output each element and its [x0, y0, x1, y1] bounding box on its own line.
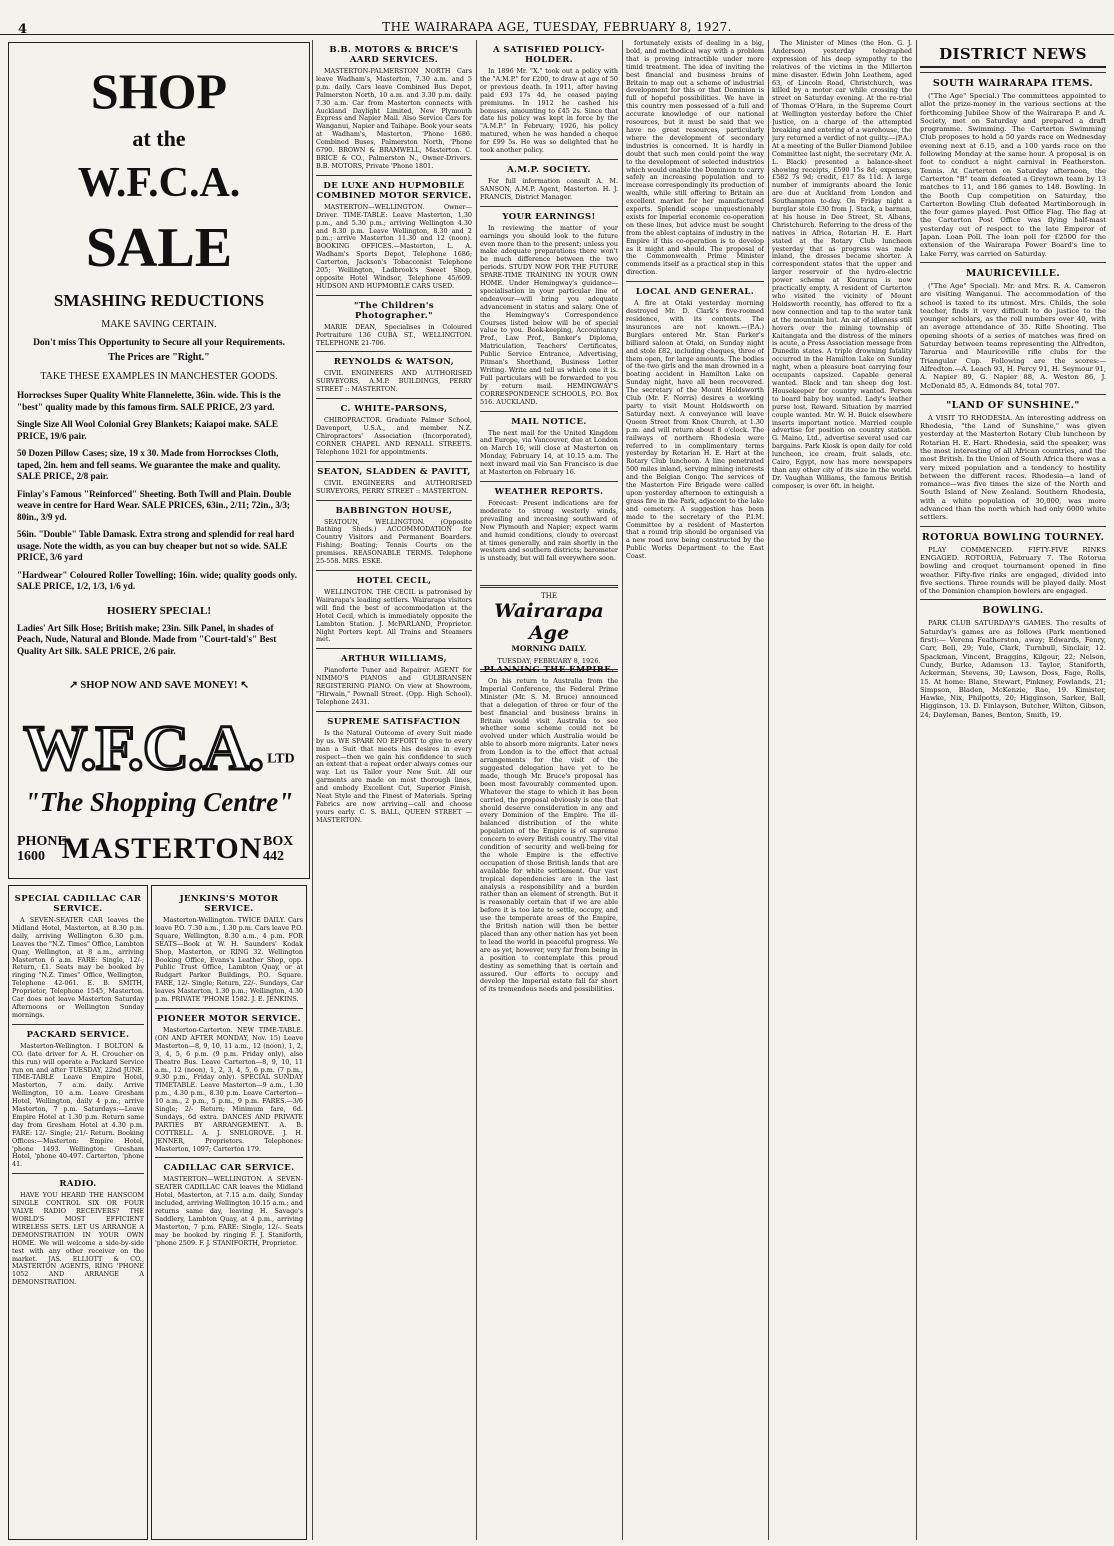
section-divider [316, 648, 472, 649]
article-heading: A SATISFIED POLICY-HOLDER. [493, 45, 605, 65]
section-divider [316, 461, 472, 462]
shopping-centre: "The Shopping Centre" [24, 787, 294, 817]
column-general-news [772, 40, 912, 1540]
article-heading: CADILLAC CAR SERVICE. [163, 1163, 295, 1174]
article-body: Masterton-Wellington. I BOLTON & CO. (late driver for A. H. Croucher on this run) will operate a Packard Service run on and after TUESDAY, 22nd JUNE. TIME-TABLE Leave Empire Hotel, Masterton, 7 a.m. daily. Arrive Wellington, 10 a.m. Leave Gresham Hotel, Wellington, daily 4 p.m.; arrive Masterton, 7 p.m. Saturdays:—Leave Empire Hotel at 1.30 p.m. Return same day from Gresham Hotel at 4.30 p.m. FARE: 12/- Single; 21/- Return. Booking Offices:—Masterton: Empire Hotel, 'phone 1493. Wellington: Gresham Hotel, 'phone 40-497. Carterton, 'phone 41. [12, 1041, 144, 1169]
section-divider [316, 175, 472, 176]
article-heading: HOTEL CECIL, [356, 575, 432, 586]
article-body: ("The Age" Special.) The committees appointed to allot the prize-money in the various sections at the forthcoming Jubilee Show of the Wairarapa P. and A. Society, met on Saturday and prepared a draft programme. Swimming. The Carterton Swimming Club proposes to hold a 50 yards race on Wednesday evening next at 6.15, and a 100 yards race on the following Monday at the same hour. A proposal is on foot to conduct a night carnival in Featherston. Tennis. At Carterton on Saturday afternoon, the Carterton "B" team defeated a Greytown team by 13 matches to 11, and 186 games to 148. Bowling. In the Booth Cup competition on Saturday, the Carterton Bowling Club defeated Martinborough in the four games played. Post Office Flag. The flag at the Carterton Post Office was flying half-mast yesterday out of respect to the late Emperor of Japan. Loan Poll. The loan poll for £2500 for the extension of the Wairarapa Power Board's line to Lake Ferry, was carried on Saturday. [920, 92, 1106, 258]
shop-now-label: SHOP NOW AND SAVE MONEY! [80, 680, 238, 691]
article-heading: SEATON, SLADDEN & PAVITT, [317, 466, 471, 477]
column-local-news [626, 40, 764, 1540]
article-heading: BABBINGTON HOUSE, [335, 505, 453, 516]
column-directory [316, 40, 472, 1540]
flag-the: THE [541, 592, 557, 600]
article-heading: SPECIAL CADILLAC CAR SERVICE. [14, 894, 142, 914]
column-editorial [480, 660, 618, 1545]
article-body: A SEVEN-SEATER CAR leaves the Midland Hotel, Masterton, at 8.30 p.m. daily, arriving Wellington 6.30 p.m. Leaves the "N.Z. Times" Office, Lambton Quay, Wellington, at 8 a.m., arriving Masterton 6 a.m. FARE: Single, 12/-; Return, £1. Seats may be booked by ringing "N.Z. Times" Office, Wellington, Telephone 42-061. E. B. SMITH, Proprietor, Telephone 1545, Masterton. Car does not leave Masterton Saturday Afternoons or Wellington Sunday mornings. [12, 916, 144, 1019]
article-heading: JENKINS'S MOTOR SERVICE. [179, 894, 279, 914]
section-divider [920, 599, 1106, 600]
article-body: ("The Age" Special). Mr. and Mrs. R. A. Cameron are visiting Wanganui. The accommodation of the school is taxed to its utmost. Mrs. Childs, the sole teacher, finds it very difficult to do justice to the younger scholars, as the roll numbers over 40, with an average attendance of 35. Rifle Shooting. The opening shoots of a series of matches was fired on Saturday between teams representing the Alfredton, Tararua and Mauriceville rifle clubs for the Triangular Cup. Following are the scores:— Alfredton.—A. Leach 93, H. Percy 91, H. Seymour 91, A. Napier 89, G. Napier 88, A. Weston 86, J. McDonald 85, A. Edmonds 84, total 707. [920, 281, 1106, 390]
article-heading: ROTORUA BOWLING TOURNEY. [921, 531, 1105, 543]
column-notices [480, 40, 618, 580]
article-heading: MAURICEVILLE. [965, 267, 1061, 279]
section-divider [316, 500, 472, 501]
prices-right: The Prices are "Right." [108, 352, 210, 363]
article-body: MASTERTON—WELLINGTON. Owner—Driver. TIME-TABLE: Leave Masterton, 1.30 p.m., and 5.30 p.m.; arriving Wellington 4.30 and 8.30 p.m. Leave Wellington, 8.30 and 2 p.m.; arrive Masterton 11.30 and 12 (noon). BOOKING OFFICES.—Masterton, L. A. Wadham's Sports Depot, Telephone 1686; Carterton, Jackson's Tobacconist Telephone 205; Wellington, Ladbrook's Sweet Shop, opposite Hotel Windsor, Telephone 45/609. HUDSON AND HUPMOBILE CARS USED. [316, 202, 472, 290]
article-heading: "LAND OF SUNSHINE." [946, 399, 1080, 411]
article-heading: REYNOLDS & WATSON, [333, 357, 455, 368]
article-body: HAVE YOU HEARD THE HANSCOM SINGLE CONTROL SIX OR FOUR VALVE RADIO RECEIVERS? THE WORLD'S MOST EFFICIENT WIRELESS SETS. LET US ARRANGE A DEMONSTRATION IN YOUR OWN HOME. We will welcome a side-by-side test with any other receiver on the market. JAS. ELLIOTT & CO., MASTERTON AGENTS, RING 'PHONE 1052 AND ARRANGE A DEMONSTRATION. [12, 1191, 144, 1287]
article-body: SEATOUN, WELLINGTON. (Opposite Bathing Sheds.) ACCOMMODATION for Country Visitors and Permanent Boarders. Fishing; Boating; Tennis Courts on the premises. REASONABLE TERMS. Telephone 25-558. MRS. ESKE. [316, 517, 472, 566]
section-divider [316, 398, 472, 399]
article-heading: RADIO. [59, 1179, 97, 1190]
article-body: In 1896 Mr. "X." took out a policy with the "A.M.P." for £200, to draw at age of 50 or previous death. In 1911, after having paid £93 17s 4d, he ceased paying premiums. In 1912 he cashed his bonuses, amounting to £45 2s. Since that date his policy was kept in force by the "A.M.P." In February, 1926, his policy matured, when he was handed a cheque for £99 5s. He was so delighted that he took another policy. [480, 67, 618, 155]
arrow-icon: ↖ [237, 680, 249, 691]
column-rule [768, 40, 769, 1540]
article-heading: PIONEER MOTOR SERVICE. [156, 1013, 302, 1024]
page-number: 4 [18, 22, 28, 37]
section-divider [920, 526, 1106, 527]
section-divider [626, 281, 764, 282]
article-heading: DE LUXE AND HUPMOBILE COMBINED MOTOR SERVICE. [316, 180, 472, 201]
wfca-name: W.F.C.A. [77, 160, 241, 206]
section-divider [480, 159, 618, 160]
flag-subtitle: MORNING DAILY. [511, 644, 587, 653]
at-the: at the [132, 126, 186, 151]
article-heading: DISTRICT NEWS [920, 45, 1106, 68]
article-body: CIVIL ENGINEERS and AUTHORISED SURVEYORS, PERRY STREET :: MASTERTON. [316, 478, 472, 495]
article-heading: LOCAL AND GENERAL. [635, 287, 755, 298]
box-number: BOX 442 [262, 834, 294, 864]
article-body: WELLINGTON. THE CECIL is patronised by Wairarapa's leading settlers. Wairarapa visitors will find the best of accommodation at the Hotel Cecil, which is immediately opposite the Lambton Station. J. McPARLAND, Proprietor. Night Porters kept. All Trains and Steamers met. [316, 587, 472, 644]
column-rule [622, 40, 623, 1540]
article-body: The Minister of Mines (the Hon. G. J. Anderson) yesterday telegraphed expression of his deep sympathy to the relatives of the victims in the Millerton mine disaster. Edwin John Leathem, aged 63, of Lincoln Road, Christchurch, was killed by a motor car while crossing the street on Saturday evening. At the re-trial of Thomas O'Hara, in the Supreme Court at Wellington yesterday before the Chief Justice, on a charge of the attempted breaking and entering of a warehouse, the jury returned a verdict of not guilty.—(P.A.) At a meeting of the Buller Diamond Jubilee Committee last night, the secretary (Mr. A. L. Black) presented a balance-sheet showing receipts, £590 15s 8d; expenses, £582 7s 9d; credit, £17 8s 11d. A large number of immigrants aboard the Ionic are due at Auckland from London and Southampton to-day. On Friday night a burglar stole £30 from J. Stack, a barman, at his house in Dee Street, St. Albans, Christchurch. Referring to the dress of the natives in Africa, Rotarian H. E. Hart stated at the Rotary Club luncheon yesterday that as progress was made inland, the dresses became shorter. A correspondent states that the upper and larger reservoir of the hydro-electric power scheme at Kourarau is now practically empty. A resident of Carterton who visited the vicinity of Mount Holdsworth recently, has offered to fix a new connection and tap to the water tank at the mountain hut. An air of idleness still hovers over the mining township of Kaitangata and the distress of the miners is acute, a Press Association message from Dunedin states. A triple drowning fatality occurred in the Hamilton Lake on Sunday night, when a pleasure boat carrying four occupants capsized. Capable general wanted. Black and tan sheep dog lost. Housekeeper for country wanted. Person to board baby boy wanted. Lady's leather purse lost. Reward. Situation by married couple wanted. Mr. W. H. Buick elsewhere inserts important notice. Married couple advertise for position on country station. G. Maino, Ltd., advertise several used car bargains. Park Kiosk is open daily for cold luncheon, ice cream, fruit salads, etc. Cairo, Egypt, now has more newspapers than any other city of its size in the world. Dr. Vaughan Williams, the famous British composer, is over 6ft. in height. [772, 40, 912, 490]
article-body: For full information consult A. M. SANSON, A.M.P. Agent, Masterton. H. J. FRANCIS, District Manager. [480, 176, 618, 201]
column-transport-b [151, 885, 307, 1540]
phone-number: PHONE 1600 [17, 834, 67, 864]
column-rule [476, 40, 477, 1540]
page-header [0, 6, 1114, 35]
flag-date: TUESDAY, FEBRUARY 8, 1926. [497, 657, 601, 665]
section-divider [155, 1008, 303, 1009]
section-divider [480, 411, 618, 412]
town-name: MASTERTON [61, 832, 263, 865]
article-heading: "The Children's Photographer." [353, 300, 435, 321]
shop-heading: SHOP [90, 63, 228, 119]
logo-text: W.F.C.A. [23, 712, 264, 783]
sale-item: 50 Dozen Pillow Cases; size, 19 x 30. Made from Horrockses Cloth, taped, 2in. hem and fell seams. We guarantee the make and quality. SALE PRICE, 2/8 pair. [17, 448, 281, 481]
smashing-reductions: SMASHING REDUCTIONS [53, 291, 265, 310]
article-body: CHIROPRACTOR. Graduate Palmer School, Davenport, U.S.A., and member N.Z. Chiropractors' Association (Incorporated), CORNER CHAPEL AND RENALL STREETS. Telephone 1021 for appointments. [316, 416, 472, 456]
article-body: fortunately exists of dealing in a big, bold, and methodical way with a problem that is proving intractible under more timid treatment. The idea of inviting the best financial and business brains of Britain to map out a scheme of industrial development for this or that Dominion is full of hopeful possibilities. We have in this country men possessed of a full and accurate knowledge of our national resources, but it must be said that we have no great resources, particularly where the development of secondary industries is concerned. It is hardly in doubt that such men could point the way to the development of selected industries which would enable the Dominion to carry safely an increasing population and to increase correspondingly its production of wealth, while still offering to Britain an excellent market for her manufactured exports. Splendid scope unquestionably exists for Imperial economic co-operation on these lines, but advice must be sought from the ablest captains of industry in the Empire if this co-operation is to develop as it might and should. The proposal of the Commonwealth Prime Minister commends itself as a practical step in this direction. [626, 40, 764, 277]
newspaper-flag [480, 585, 618, 672]
article-body: Masterton-Wellington. TWICE DAILY. Cars leave P.O. 7.30 a.m., 1.30 p.m. Cars leave P.O. Square, Wellington, 8.30 a.m., 4 p.m. FOR SEATS—Book at W. H. Saunders' Kodak Shop, Masterton, or RING 32. Wellington Booking Office, Evans's Leather Shop, opp. Public Trust Office, Lambton Quay, or at Rudgart Parker Buildings, P.O. Square. FARE, 12/- Single; Return, 22/-. Sundays, Car leaves Masterton, 1.30 p.m.; Wellington, 4.30 p.m. PRIVATE 'PHONE 1582. J. E. JENKINS. [155, 916, 303, 1004]
shop-now [9, 679, 309, 691]
article-body: CIVIL ENGINEERS AND AUTHORISED SURVEYORS, A.M.P. BUILDINGS, PERRY STREET :: MASTERTON. [316, 369, 472, 394]
section-divider [480, 481, 618, 482]
sale-item: Horrockses Super Quality White Flannelette, 36in. wide. This is the "best" quality made by this famous firm. SALE PRICE, 2/3 yard. [17, 390, 281, 412]
article-body: PLAY COMMENCED. FIFTY-FIVE RINKS ENGAGED. ROTORUA, February 7. The Rotorua bowling and croquet tournament opened in fine weather. Fifty-five rinks are engaged, divided into five sections. Three rounds will be played daily. Most of the Dominion champion bowlers are engaged. [920, 545, 1106, 596]
make-saving: MAKE SAVING CERTAIN. [101, 319, 217, 330]
article-heading: B.B. MOTORS & BRICE'S AARD SERVICES. [329, 45, 459, 65]
dont-miss: Don't miss This Opportunity to Secure all your Requirements. [33, 338, 285, 348]
sale-item: "Hardwear" Coloured Roller Towelling; 16in. wide; quality goods only. SALE PRICE, 1/2, 1/3, 1/6 yd. [17, 569, 297, 591]
article-body: Forecast: Present indications are for moderate to strong westerly winds, prevailing and increasing southward of New Plymouth and Napier; expect warm and humid conditions, cloudy to overcast at times generally, and rain shortly in the western and southern districts; barometer is unsteady, but will fall everywhere soon. [480, 498, 618, 563]
article-body: In reviewing the matter of your earnings you should look to the future even more than to the present; unless you make adequate preparations there won't be much difference between the two periods. STUDY NOW FOR THE FUTURE SPARE-TIME TRAINING IN YOUR OWN HOME. Under Hemingway's guidance—specialisation in your particular line of endeavour—will bring you adequate advancement in status and salary. One of the Hemingway's Correspondence Courses listed below will be of special value to you. Book-keeping, Accountancy Prof., Law Prof., Banker's Diploma, Matriculation, Teachers' Certificates, Public Service Entrance, Advertising, Pitman's Shorthand, Business Letter Writing. Write and tell us which one it is. Full particulars will be forwarded to you by return mail. HEMINGWAY'S CORRESPONDENCE SCHOOLS, P.O. Box 516. AUCKLAND. [480, 223, 618, 406]
section-divider [316, 295, 472, 296]
column-transport-a [8, 885, 148, 1540]
article-body: A VISIT TO RHODESIA. An interesting address on Rhodesia, "the Land of Sunshine," was given yesterday at the Masterton Rotary Club luncheon by Rotarian H. E. Hart. Rhodesia, said the speaker, was the most interesting of all African countries, and the most British. In the Union of South Africa there was a very mixed population and a tendency to hostility between the different races. Rhodesia—a land of romance—was five times the size of the North and South Island of New Zealand. Southern Rhodesia, with a white population of 30,000, was more advanced than the north which had only 6000 white settlers. [920, 413, 1106, 522]
section-divider [316, 711, 472, 712]
article-heading: PLANNING THE EMPIRE. [483, 665, 615, 675]
sale-item: Finlay's Famous "Reinforced" Sheeting. Both Twill and Plain. Double weave in centre for Hard Wear. SALE PRICES, 63in., 2/11; 72in., 3/3; 80in., 3/9 yd. [17, 488, 292, 522]
article-heading: PACKARD SERVICE. [26, 1029, 130, 1040]
wfca-logo [9, 711, 309, 785]
column-rule [916, 40, 917, 1540]
article-heading: YOUR EARNINGS! [502, 211, 596, 222]
section-divider [480, 206, 618, 207]
article-heading: C. WHITE-PARSONS, [340, 404, 448, 415]
article-body: MASTERTON-PALMERSTON NORTH Cars leave Wadham's, Masterton, 7.30 a.m. and 5 p.m. daily. Cars leave Combined Bus Depot, Palmerston North, 10 a.m. and 3.30 p.m. daily. 7.30 a.m. Car from Masterton connects with Auckland Daylight Limited, New Plymouth Express and Napier Mail. Also Service Cars for Wanganui, Napier and Taihape. Book your seats at Wadham's, Masterton, 'Phone 1686. Combined Buses, Palmerston North, 'Phone 6790. BROWN & BRAMWELL, Masterton. C. BRICE & CO., Palmerston N., Owner-Drivers. B.B. MOTORS, Private 'Phone 1801. [316, 67, 472, 170]
section-divider [920, 394, 1106, 395]
article-body: MARIE DEAN, Specialises in Coloured Portraiture 136 CUBA ST., WELLINGTON. TELEPHONE 21-706. [316, 322, 472, 347]
article-heading: A.M.P. SOCIETY. [507, 164, 591, 175]
sale-item: 56in. "Double" Table Damask. Extra strong and splendid for real hard usage. Note the width, as you can buy cheaper but not so wide. SALE PRICE, 3/6 yard [17, 529, 295, 562]
section-divider [12, 1173, 144, 1174]
arrow-icon: ↗ [68, 680, 81, 691]
article-heading: BOWLING. [982, 605, 1044, 617]
article-heading: MAIL NOTICE. [511, 416, 587, 427]
flag-title: Wairarapa Age [494, 600, 604, 644]
manchester-goods-list [17, 390, 301, 593]
section-divider [316, 570, 472, 571]
take-these: TAKE THESE EXAMPLES IN MANCHESTER GOODS. [40, 371, 278, 382]
section-divider [920, 72, 1106, 73]
article-heading: ARTHUR WILLIAMS, [341, 654, 447, 665]
article-heading: SUPREME SATISFACTION [327, 716, 461, 727]
wfca-advertisement [8, 42, 310, 879]
article-body: Masterton-Carterton. NEW TIME-TABLE. (ON AND AFTER MONDAY, Nov. 15) Leave Masterton—8, 9, 10, 11 a.m., 12 (noon), 1, 2, 3, 4, 5, 6 p.m. (9 p.m. Friday only), also Theatre Bus. Leave Carterton—8, 9, 10, 11 a.m., 12 (noon), 1, 2, 3, 4, 5, 6 p.m. (7 p.m., 9.30 p.m., Friday only). SPECIAL SUNDAY TIMETABLE. Leave Masterton—9 a.m., 1.30 p.m., 4.30 p.m., 8.30 p.m. Leave Carterton—10 a.m., 2 p.m., 5 p.m., 9 p.m. FARES.—3/6 Single; 2/- Return; Minimum fare, 6d. Sundays, 6d extra. DANCES AND PRIVATE PARTIES BY ARRANGEMENT. A. B. COTTRELL. A. J. SNELGROVE. J. H. JENNER, Proprietors. Telephones: Masterton, 1097; Carterton 179. [155, 1025, 303, 1153]
article-heading: SOUTH WAIRARAPA ITEMS. [932, 78, 1094, 89]
section-divider [920, 262, 1106, 263]
section-divider [155, 1157, 303, 1158]
masthead: THE WAIRARAPA AGE, TUESDAY, FEBRUARY 8, 1927. [382, 20, 732, 34]
article-body: A fire at Otaki yesterday morning destroyed Mr. D. Clark's five-roomed residence, with its contents. The insurances are not known.—(P.A.) Burglars entered Mr. Stan Parker's billiard saloon at Otaki, on Sunday night and stole £82, including cheques, three of them open, for large amounts. The bodies of the two girls and the man drowned in a boating accident in Hamilton Lake on Sunday night, have all been recovered. The secretary of the Mount Holdsworth Club (Mr. F. Norris) desires a working party to visit Mount Holdsworth on Saturday next. A conveyance will leave Queen Street from Knox Church, at 1.30 p.m. and will return about 8 o'clock. The railways of northern Rhodesia were referred to in complimentary terms yesterday by Rotarian H. E. Hart at the Rotary Club luncheon. A line penetrated 500 miles inland, serving mining interests and the Belgian Congo. The services of the Masterton Fire Brigade were called upon yesterday afternoon to extinguish a grass fire in the Park, adjacent to the lake and cemetery. A suggestion has been made to the secretary of the P.I.M. Committee by a resident of Masterton that a round trip should be organised via a new road now being constructed by the Public Works Department to the East Coast. [626, 299, 764, 561]
article-body: Is the Natural Outcome of every Suit made by us. WE SPARE NO EFFORT to give to every man a Suit that meets his desires in every respect—then we gain his confidence to such an extent that a repeat order always comes our way. Let us Tailor your New Suit. All our garments are made on most thorough lines, and embody Excellent Cut, Superior Finish, Neat Style and the Finest of Materials. Spring Fabrics are now arriving—call and choose yours early. C. S. BALL, QUEEN STREET — MASTERTON. [316, 728, 472, 824]
article-body: PARK CLUB SATURDAY'S GAMES. The results of Saturday's games are as follows (Park mentioned first):— Verena Featherston, away; Edwards, Fenry, Carr, Bell, 29; Yule, Clark, Turnbull, Sinclair, 12. Spackman, Vincent, Braggins, Kilgour, 22; Nelson, Cundy, Burke, Adamson 13. Taylor, Staniforth, Ackerman, Stevens, 30; Lawson, Doss, Fage, Rolls, 15. At home: Blane, Stewart, Pinkney, Fowlands, 21; Simpson, Bladen, McKenzie, Rae, 19. Kimister, Hawke, Nix, Philpotts, 20; Higginson, Sarker, Ball, Higginson, 13. D. Finlayson, Butcher, Wilton, Gibson, 24; Dayleman, Banes, Benton, Smith, 19. [920, 619, 1106, 719]
hosiery-heading: HOSIERY SPECIAL! [106, 604, 212, 617]
section-divider [316, 351, 472, 352]
column-rule [312, 40, 313, 1540]
sale-heading: SALE [85, 217, 233, 279]
article-heading: WEATHER REPORTS. [494, 486, 604, 497]
section-divider [12, 1024, 144, 1025]
column-district-news [920, 40, 1106, 1540]
article-body: On his return to Australia from the Imperial Conference, the Federal Prime Minister (Mr. S. M. Bruce) announced that a delegation of three or four of the best financial and business brains in Britain would visit Australia to see whether some scheme could not be evolved under which Australia would be able to absorb more migrants. Later news from London is to the effect that actual arrangements for the visit of the suggested delegation have yet to be made, though Mr. Bruce's proposal has been most favourably commented upon. Whatever the stage to which it has been carried, the proposal obviously is one that should deserve consideration in any and every Dominion of the Empire. The ill-balanced distribution of the white population of the Empire is of supreme concern to every British country. The vital condition of security and well-being for the whole Empire is the effective occupation of those British lands that are available for white settlement. Our vast tropical dependencies are in the last analysis a responsibility and a burden rather than an element of strength. But it is reasonably certain that if we are able before it is too late to settle, occupy, and use the temperate areas of the Empire, the British nation will then be better placed than any other nation has yet been to lead the world in peaceful progress. We are as yet, however, very far from being in a position to contemplate this proud destiny as something that is certain and assured. Our efforts to occupy and develop the Imperial estate fall far short of its tremendous needs and possibilities. [480, 677, 618, 994]
wfca-footer [17, 832, 301, 866]
article-body: The next mail for the United Kingdom and Europe, via Vancouver, due at London on March 16, will close at Masterton on Monday, February 14, at 10.15 a.m. The next inward mail via San Francisco is due at Masterton on February 16. [480, 428, 618, 477]
logo-ltd: LTD [267, 751, 295, 767]
article-body: MASTERTON—WELLINGTON. A SEVEN-SEATER CADILLAC CAR leaves the Midland Hotel, Masterton, at 7.15 a.m. daily, Sunday included, arriving Wellington 10.15 a.m.; and returns same day, leaving H. Savage's Saddlery, Lambton Quay, at 4 p.m., arriving Masterton, 7 p.m. FARE: Single, 12/-. Seats may be booked by ringing F. J. Staniforth, 'phone 2509. F. J. STANIFORTH, Proprietor. [155, 1175, 303, 1247]
article-body: Pianoforte Tuner and Repairer. AGENT for NIMMO'S PIANOS and GULBRANSEN REGISTERING PIANO. On view at Showroom, "Hirwain," Pownall Street. (Opp. High School). Telephone 2431. [316, 666, 472, 706]
hosiery-text: Ladies' Art Silk Hose; British make; 23in. Silk Panel, in shades of Peach, Nude, Natural and Blonde. Made from "Court-tald's" Best Quality Art Silk. SALE PRICE, 2/6 pair. [17, 622, 277, 656]
sale-item: Single Size All Wool Colonial Grey Blankets; Kaiapoi make. SALE PRICE, 19/6 pair. [17, 419, 279, 441]
